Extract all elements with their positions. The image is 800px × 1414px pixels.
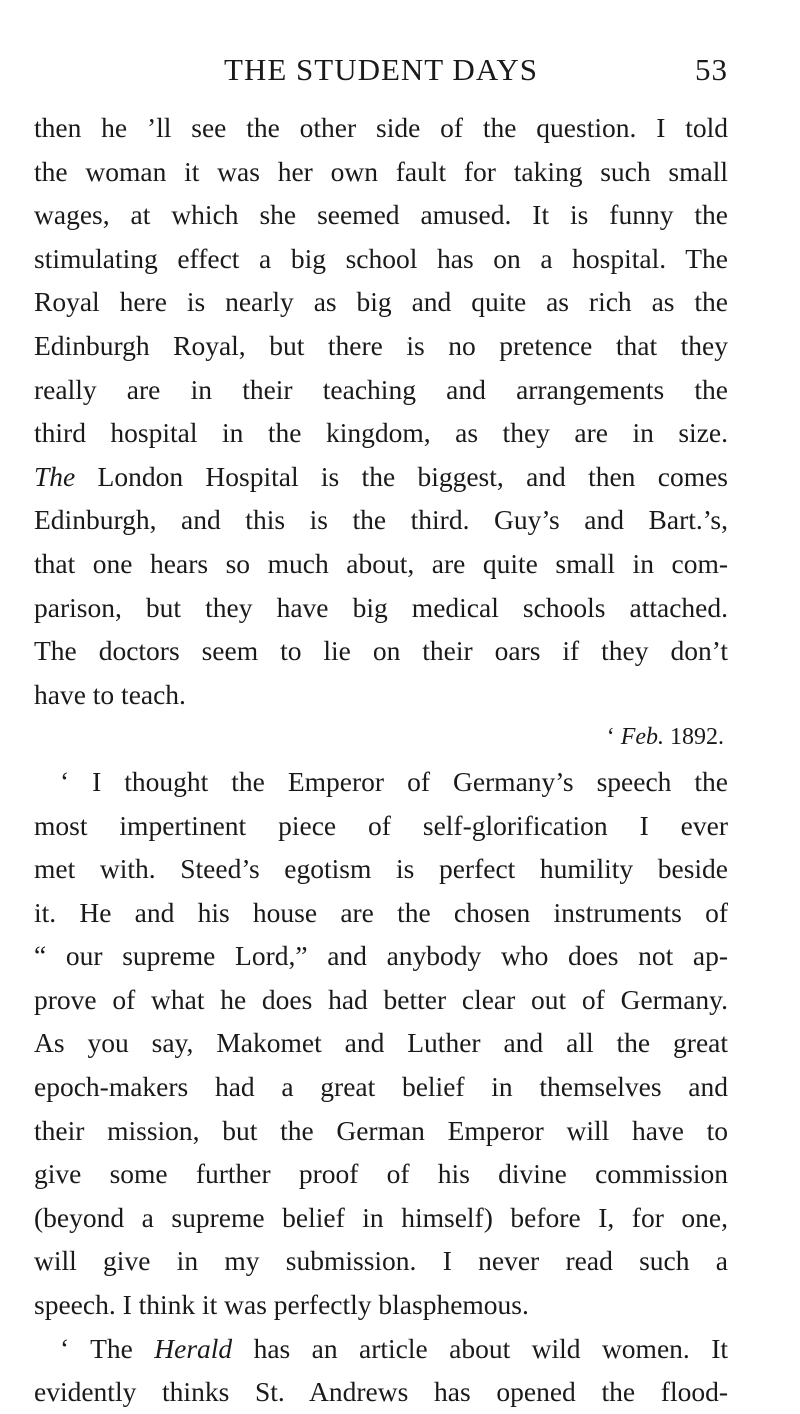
text-line: wages, at which she seemed amused. It is funny the bbox=[34, 199, 728, 231]
text-line: ‘ The Herald has an article about wild women. It bbox=[60, 1332, 728, 1364]
text-line: their mission, but the German Emperor will have to bbox=[34, 1114, 728, 1146]
text-line: epoch-makers had a great belief in themselves and bbox=[34, 1071, 728, 1103]
text-line: prove of what he does had better clear out of Germany. bbox=[34, 983, 728, 1015]
text-line: have to teach. bbox=[34, 678, 186, 710]
text-line: it. He and his house are the chosen instruments of bbox=[34, 896, 728, 928]
page-number: 53 bbox=[695, 52, 728, 87]
text-line: The doctors seem to lie on their oars if they don’t bbox=[34, 635, 728, 667]
text-line: really are in their teaching and arrangements the bbox=[34, 373, 728, 405]
text-line: will give in my submission. I never read such a bbox=[34, 1245, 728, 1277]
body-text bbox=[34, 106, 728, 1414]
text-line: parison, but they have big medical schools attached. bbox=[34, 591, 728, 623]
text-line: met with. Steed’s egotism is perfect humility beside bbox=[34, 853, 728, 885]
text-line: most impertinent piece of self-glorification I ever bbox=[34, 809, 728, 841]
text-line: stimulating effect a big school has on a hospital. The bbox=[34, 242, 728, 274]
text-line: give some further proof of his divine commission bbox=[34, 1158, 728, 1190]
text-line: that one hears so much about, are quite small in com- bbox=[34, 547, 728, 579]
text-line: (beyond a supreme belief in himself) before I, for one, bbox=[34, 1201, 728, 1233]
text-line: ‘ I thought the Emperor of Germany’s speech the bbox=[60, 765, 728, 797]
chapter-title: THE STUDENT DAYS bbox=[224, 52, 538, 87]
text-line: Edinburgh Royal, but there is no pretence that they bbox=[34, 329, 728, 361]
text-line: “ our supreme Lord,” and anybody who does not ap- bbox=[34, 940, 728, 972]
text-line: evidently thinks St. Andrews has opened the flood- bbox=[34, 1376, 728, 1408]
text-line: As you say, Makomet and Luther and all the great bbox=[34, 1027, 728, 1059]
text-line: the woman it was her own fault for taking such small bbox=[34, 155, 728, 187]
text-line: Edinburgh, and this is the third. Guy’s and Bart.’s, bbox=[34, 504, 728, 536]
text-line: The London Hospital is the biggest, and then comes bbox=[34, 460, 728, 492]
book-page bbox=[34, 52, 728, 1408]
running-header bbox=[34, 52, 728, 102]
text-line: Royal here is nearly as big and quite as rich as the bbox=[34, 286, 728, 318]
text-line: third hospital in the kingdom, as they are in size. bbox=[34, 417, 728, 449]
text-line: then he ’ll see the other side of the question. I told bbox=[34, 112, 728, 143]
text-line: speech. I think it was perfectly blasphemous. bbox=[34, 1289, 529, 1321]
letter-dateline: ‘ Feb. 1892. bbox=[606, 724, 724, 751]
